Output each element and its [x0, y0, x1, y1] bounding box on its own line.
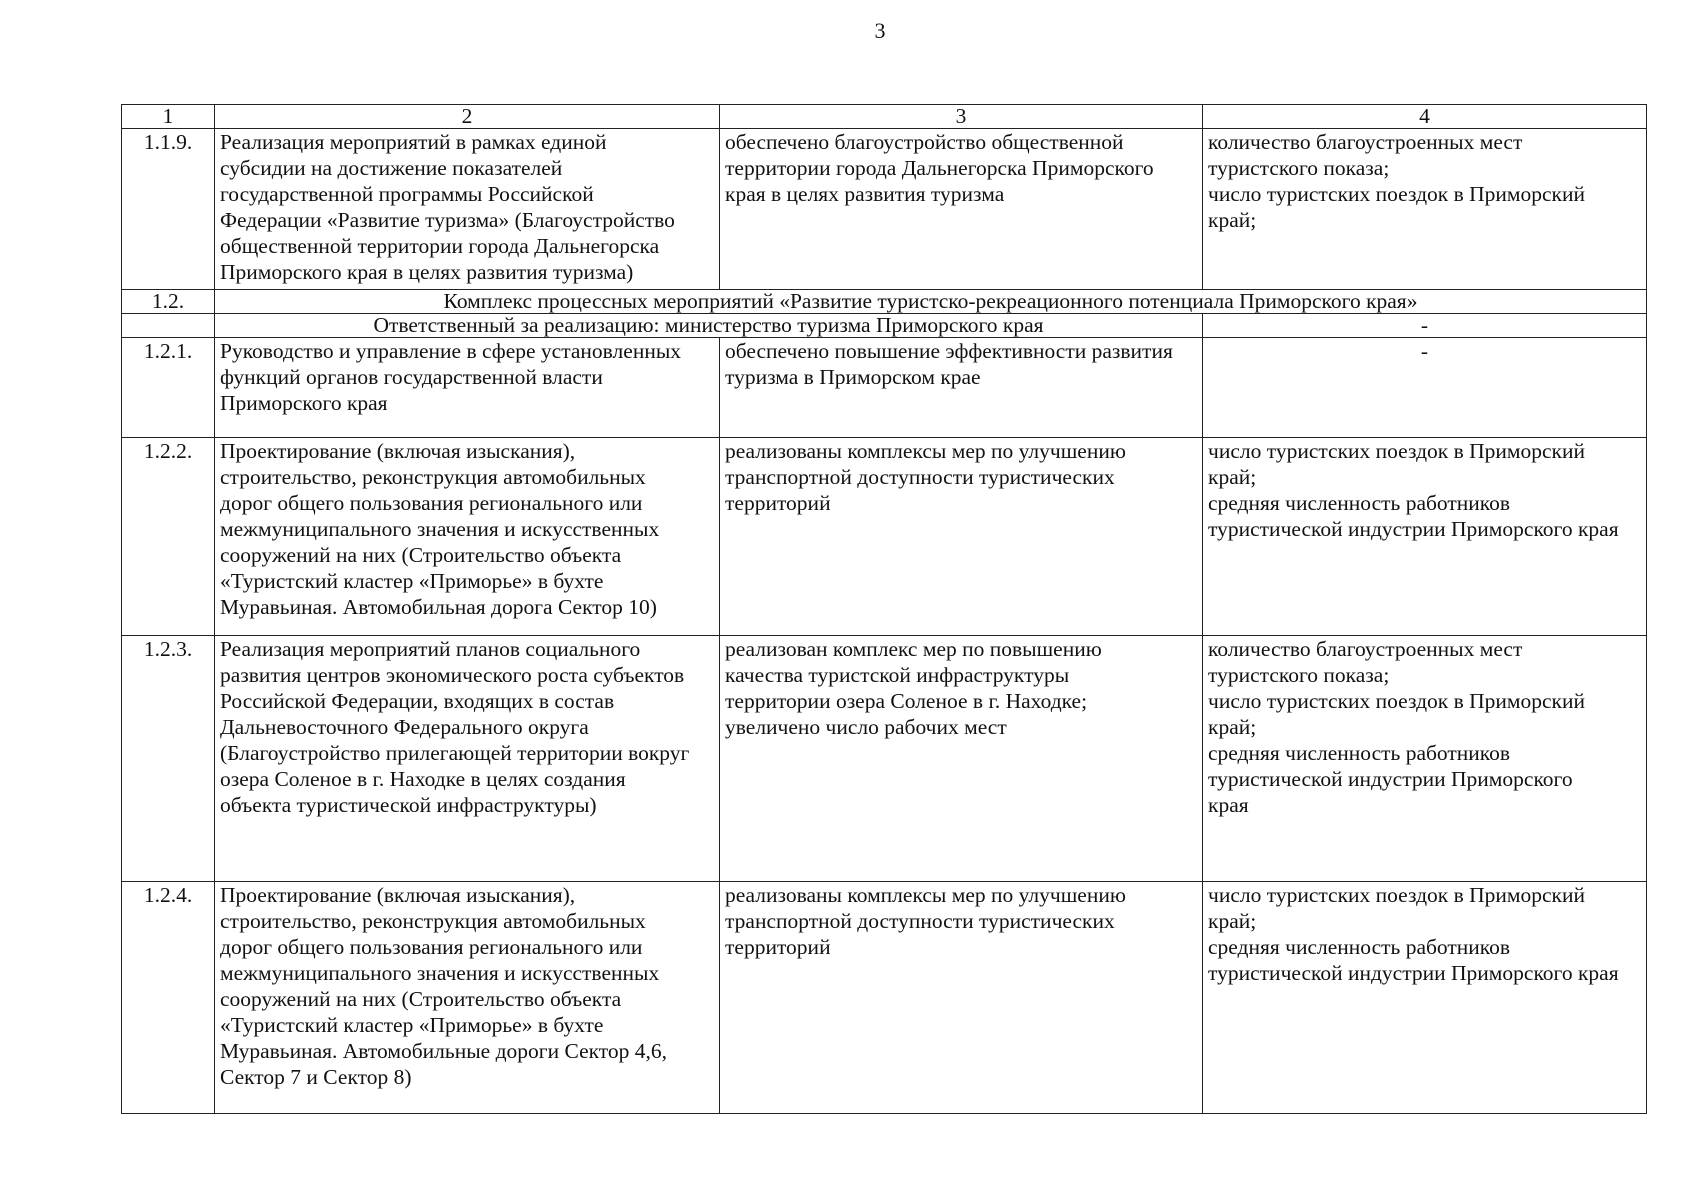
- row-event: Проектирование (включая изыскания), строительство, реконструкция автомобильных дорог общего пользования регионального или межмуниципального значения и искусственных сооружений на них (Строительство объекта «Туристский кластер «Приморье» в бухте Муравьиная. Автомобильные дороги Сектор 4,6, Сектор 7 и Сектор 8): [215, 882, 720, 1114]
- row-result: реализованы комплексы мер по улучшению транспортной доступности туристических территорий: [720, 882, 1203, 1114]
- row-number: 1.2.3.: [122, 636, 215, 882]
- row-result: обеспечено повышение эффективности развития туризма в Приморском крае: [720, 338, 1203, 438]
- table-row: [122, 438, 1647, 636]
- row-result: реализован комплекс мер по повышению качества туристской инфраструктуры территории озера Соленое в г. Находке; увеличено число рабочих мест: [720, 636, 1203, 882]
- column-header-4: 4: [1203, 105, 1647, 129]
- row-indicator: -: [1203, 338, 1647, 438]
- table-row: [122, 338, 1647, 438]
- section-row: [122, 290, 1647, 314]
- row-result: реализованы комплексы мер по улучшению транспортной доступности туристических территорий: [720, 438, 1203, 636]
- responsible-row: [122, 314, 1647, 338]
- row-result: обеспечено благоустройство общественной территории города Дальнегорска Приморского края в целях развития туризма: [720, 129, 1203, 290]
- responsible-empty-cell: [122, 314, 215, 338]
- row-event: Реализация мероприятий планов социального развития центров экономического роста субъектов Российской Федерации, входящих в состав Дальневосточного Федерального округа (Благоустройство прилегающей территории вокруг озера Соленое в г. Находке в целях создания объекта туристической инфраструктуры): [215, 636, 720, 882]
- row-event: Реализация мероприятий в рамках единой субсидии на достижение показателей государственной программы Российской Федерации «Развитие туризма» (Благоустройство общественной территории города Дальнегорска Приморского края в целях развития туризма): [215, 129, 720, 290]
- row-indicator: число туристских поездок в Приморский край; средняя численность работников туристической индустрии Приморского края: [1203, 438, 1647, 636]
- row-event: Руководство и управление в сфере установленных функций органов государственной власти Приморского края: [215, 338, 720, 438]
- table-row: [122, 882, 1647, 1114]
- table-header-row: [122, 105, 1647, 129]
- responsible-text: Ответственный за реализацию: министерство туризма Приморского края: [215, 314, 1203, 338]
- row-event: Проектирование (включая изыскания), строительство, реконструкция автомобильных дорог общего пользования регионального или межмуниципального значения и искусственных сооружений на них (Строительство объекта «Туристский кластер «Приморье» в бухте Муравьиная. Автомобильная дорога Сектор 10): [215, 438, 720, 636]
- responsible-dash: -: [1203, 314, 1647, 338]
- section-number: 1.2.: [122, 290, 215, 314]
- row-indicator: количество благоустроенных мест туристского показа; число туристских поездок в Приморский край;: [1203, 129, 1647, 290]
- row-number: 1.2.4.: [122, 882, 215, 1114]
- row-number: 1.1.9.: [122, 129, 215, 290]
- row-number: 1.2.2.: [122, 438, 215, 636]
- row-number: 1.2.1.: [122, 338, 215, 438]
- row-indicator: число туристских поездок в Приморский край; средняя численность работников туристической индустрии Приморского края: [1203, 882, 1647, 1114]
- page-number: 3: [874, 18, 886, 43]
- table-row: [122, 636, 1647, 882]
- column-header-2: 2: [215, 105, 720, 129]
- row-indicator: количество благоустроенных мест туристского показа; число туристских поездок в Приморский край; средняя численность работников туристической индустрии Приморского края: [1203, 636, 1647, 882]
- program-table: [121, 104, 1647, 1114]
- section-title: Комплекс процессных мероприятий «Развитие туристско-рекреационного потенциала Приморского края»: [215, 290, 1647, 314]
- table-row: [122, 129, 1647, 290]
- column-header-3: 3: [720, 105, 1203, 129]
- column-header-1: 1: [122, 105, 215, 129]
